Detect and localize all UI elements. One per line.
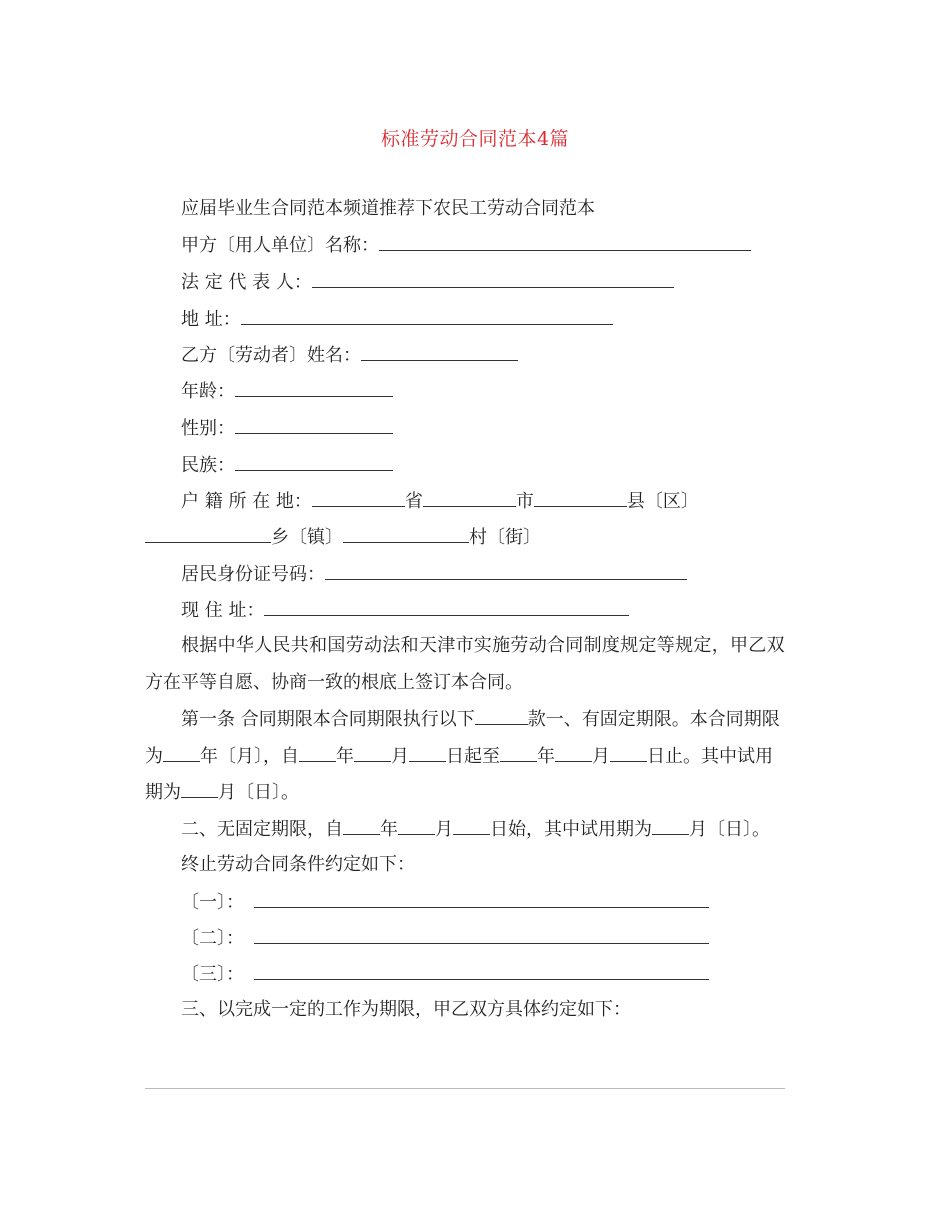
gender-blank [235,415,393,434]
article1-text-c: 为 [145,746,163,767]
ethnicity-label: 民族： [181,455,235,476]
article1-text-a: 第一条 合同期限本合同期限执行以下 [181,709,475,730]
clause-choice-blank [475,706,528,725]
article1-line-3 [145,779,299,806]
current-address-row [181,597,629,624]
article2-line [181,816,770,843]
article1-year-1: 年 [336,746,354,767]
household-label: 户 籍 所 在 地： [181,491,312,512]
termination-item-1 [181,889,709,916]
gender-label: 性别： [181,418,235,439]
article1-text-f: 日止。其中试用 [647,746,773,767]
article3-line: 三、以完成一定的工作为期限，甲乙双方具体约定如下： [181,999,631,1020]
article1-line-1 [181,706,780,733]
open-year-blank [343,816,380,835]
termination-item-3 [181,961,709,988]
employee-name-blank [361,342,518,361]
start-month-blank [354,743,391,762]
paragraph-line-2: 方在平等自愿、协商一致的根底上签订本合同。 [145,672,523,693]
start-year-blank [299,743,336,762]
id-number-label: 居民身份证号码： [181,564,325,585]
address-label: 地 址： [181,309,241,330]
township-row [145,524,541,551]
employer-name-label: 甲方〔用人单位〕名称： [181,235,379,256]
article1-text-g: 期为 [145,782,181,803]
ethnicity-row [181,452,393,479]
article1-month-1: 月 [391,746,409,767]
id-number-blank [325,561,687,580]
employer-name-row [181,232,751,259]
current-address-label: 现 住 址： [181,600,265,621]
township-label: 乡〔镇〕 [271,527,343,548]
article1-text-b: 款一、有固定期限。本合同期限 [527,709,780,730]
province-label: 省 [404,491,423,512]
county-label: 县〔区〕 [626,491,699,512]
article2-text-b: 日始，其中试用期为 [490,819,652,840]
household-row [181,488,699,515]
termination-item-3-blank [254,961,709,980]
gender-row [181,415,393,442]
article1-line-2 [145,743,773,770]
age-label: 年龄： [181,381,235,402]
city-label: 市 [515,491,534,512]
open-month-blank [398,816,435,835]
paragraph-line-1: 根据中华人民共和国劳动法和天津市实施劳动合同制度规定等规定，甲乙双 [181,635,785,656]
legal-rep-label: 法 定 代 表 人： [181,272,312,293]
termination-heading: 终止劳动合同条件约定如下： [181,854,415,875]
township-blank [145,524,271,543]
termination-item-2 [181,925,709,952]
article2-text-a: 二、无固定期限，自 [181,819,343,840]
legal-rep-blank [312,269,674,288]
province-blank [312,488,405,507]
village-label: 村〔街〕 [469,527,541,548]
article2-month: 月 [435,819,453,840]
intro-line: 应届毕业生合同范本频道推荐下农民工劳动合同范本 [181,198,595,219]
termination-item-1-label: 〔一〕： [181,892,244,913]
article1-text-e: 日起至 [446,746,500,767]
article1-text-d: 年〔月〕，自 [200,746,299,767]
term-blank [163,743,200,762]
employee-name-row [181,342,518,369]
ethnicity-blank [235,452,393,471]
employer-name-blank [379,232,751,251]
address-row [181,306,613,333]
id-number-row [181,561,687,588]
probation-blank [181,779,218,798]
county-blank [534,488,627,507]
article1-month-2: 月 [592,746,610,767]
end-month-blank [555,743,592,762]
open-probation-blank [652,816,689,835]
address-blank [241,306,613,325]
article2-year: 年 [380,819,398,840]
article2-text-c: 月〔日〕。 [689,819,770,840]
city-blank [423,488,516,507]
termination-item-1-blank [254,889,709,908]
legal-rep-row [181,269,674,296]
termination-item-2-label: 〔二〕： [181,928,244,949]
article1-text-h: 月〔日〕。 [218,782,299,803]
end-year-blank [500,743,537,762]
employee-name-label: 乙方〔劳动者〕姓名： [181,345,361,366]
article1-year-2: 年 [537,746,555,767]
open-day-blank [453,816,490,835]
termination-item-2-blank [254,925,709,944]
village-blank [343,524,469,543]
termination-item-3-label: 〔三〕： [181,964,244,985]
end-day-blank [610,743,647,762]
start-day-blank [409,743,446,762]
document-title: 标准劳动合同范本4篇 [380,128,570,150]
age-blank [235,378,393,397]
footer-divider [145,1088,785,1089]
current-address-blank [264,597,629,616]
age-row [181,378,393,405]
